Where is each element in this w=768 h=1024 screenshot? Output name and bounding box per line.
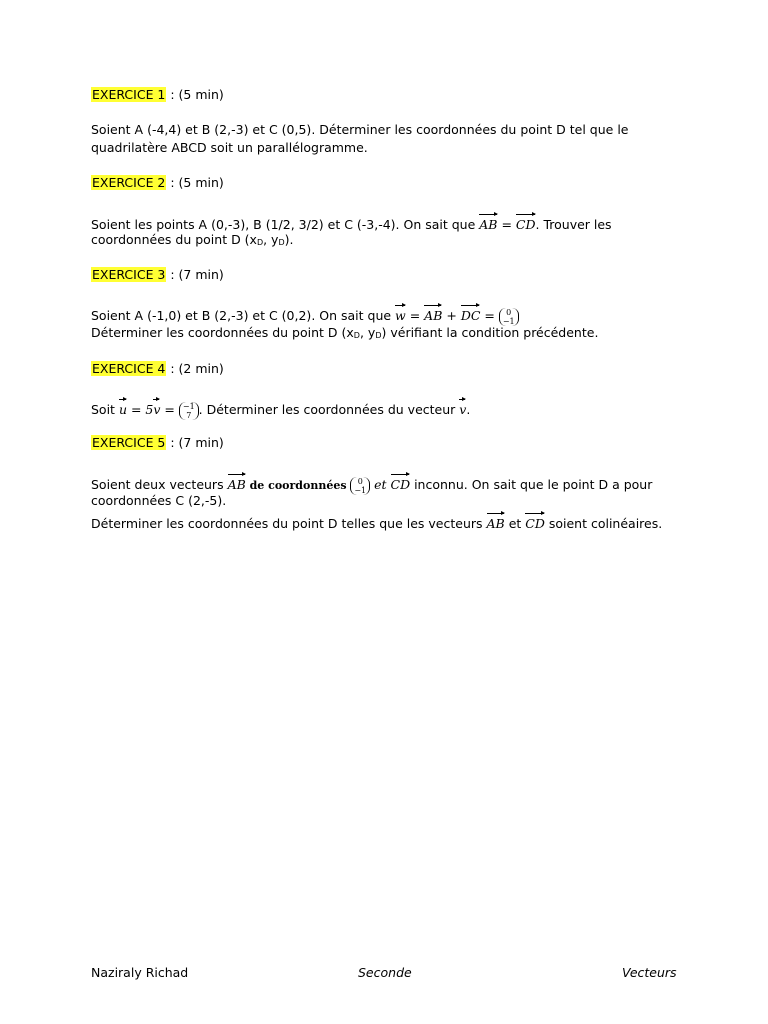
footer-author: Naziraly Richad [91,965,189,980]
subscript: D [375,331,382,340]
column-vector [350,477,370,495]
exercise-1-text-line2: quadrilatère ABCD soit un parallélogramme. [91,140,368,155]
exercise-1-label: EXERCICE 1 [92,87,166,102]
text-span: coordonnées du point D (x [91,232,257,247]
vector-dc: DC [461,303,481,324]
exercise-4-time: : (2 min) [166,361,224,376]
subscript: D [256,238,264,247]
vector-ab: AB [487,511,505,532]
vector-w: w [395,303,406,324]
column-top: −1 [182,401,195,411]
exercise-4-label: EXERCICE 4 [92,361,166,376]
exercise-2-text-line1 [91,212,612,233]
exercise-5-label: EXERCICE 5 [92,435,166,450]
footer-topic: Vecteurs [622,965,677,980]
exercise-4-heading [91,361,224,377]
exercise-5-time: : (7 min) [166,435,224,450]
text-span: Soient A (-1,0) et B (2,-3) et C (0,2). On sait que [91,308,396,323]
column-bottom: −1 [502,316,515,326]
exercise-2-heading [91,175,224,191]
exercise-2-time: : (5 min) [166,175,224,190]
text-span: . Déterminer les coordonnées du vecteur [198,402,460,417]
column-top: 0 [506,307,512,317]
column-bottom: −1 [354,485,367,495]
exercise-5-heading [91,435,224,451]
exercise-2-text-line2 [91,232,294,251]
vector-v: v [459,397,466,418]
exercise-5-text-line2: coordonnées C (2,-5). [91,493,227,508]
text-span: . [466,402,471,417]
equals-sign: = 5 [127,402,154,417]
exercise-2-label: EXERCICE 2 [92,175,166,190]
text-span: ). [284,232,294,247]
subscript: D [278,238,285,247]
vector-u: u [119,397,127,418]
math-text: et [370,477,391,492]
text-span: soient colinéaires. [544,516,663,531]
text-span: Soient les points A (0,-3), B (1/2, 3/2) et C (-3,-4). On sait que [91,217,480,232]
vector-cd: CD [391,472,411,493]
text-span: , y [263,232,279,247]
equals-sign: = [480,308,499,323]
exercise-4-text-line1 [91,397,470,420]
text-span: ) vérifiant la condition précédente. [381,325,599,340]
plus-sign: + [442,308,461,323]
math-text: de coordonnées [245,479,351,492]
footer-level: Seconde [358,965,412,980]
subscript: D [353,331,360,340]
text-span: Déterminer les coordonnées du point D (x [91,325,354,340]
exercise-3-time: : (7 min) [166,267,224,282]
exercise-3-label: EXERCICE 3 [92,267,166,282]
vector-ab: AB [479,212,497,233]
column-top: 0 [357,476,363,486]
equals-sign: = [160,402,179,417]
equals-sign: = [405,308,425,323]
text-span: , y [359,325,376,340]
text-span: Soit [91,402,119,417]
column-vector [499,308,519,326]
text-span: inconnu. On sait que le point D a pour [410,477,653,492]
exercise-5-text-line3 [91,511,662,532]
exercise-5-text-line1 [91,472,652,495]
text-span: Déterminer les coordonnées du point D telles que les vecteurs [91,516,487,531]
vector-ab: AB [228,472,246,493]
exercise-3-text-line2 [91,325,598,344]
vector-ab: AB [424,303,442,324]
exercise-1-time: : (5 min) [166,87,224,102]
text-span: . Trouver les [535,217,612,232]
vector-cd: CD [525,511,545,532]
vector-cd: CD [516,212,536,233]
exercise-1-heading [91,87,224,103]
equals-sign: = [497,217,516,232]
text-span: Soient deux vecteurs [91,477,228,492]
column-vector [179,402,199,420]
exercise-3-text-line1 [91,303,519,326]
vector-v: v [153,397,160,418]
text-span: et [504,516,526,531]
column-bottom: 7 [186,410,192,420]
exercise-3-heading [91,267,224,283]
exercise-1-text-line1: Soient A (-4,4) et B (2,-3) et C (0,5). Déterminer les coordonnées du point D tel que le [91,122,629,137]
